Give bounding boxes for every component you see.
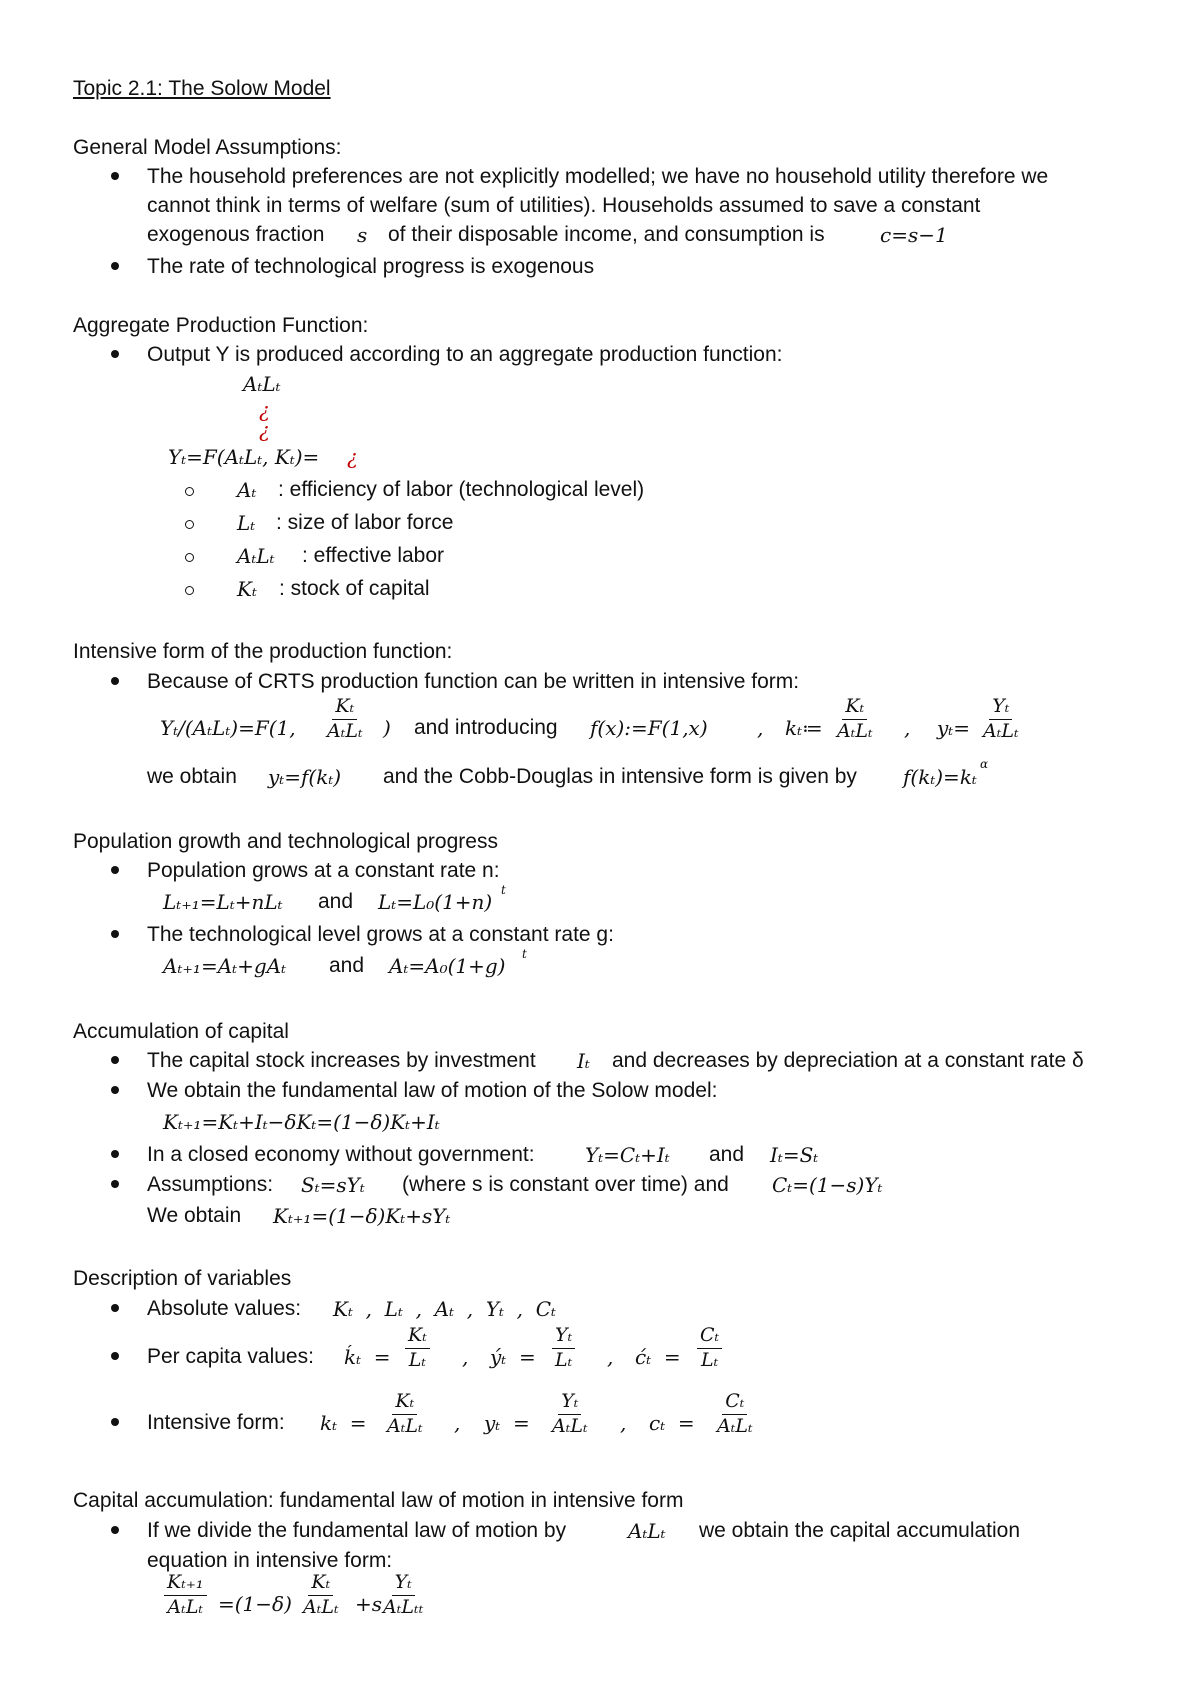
- fraction: [834, 697, 876, 742]
- page-title: Topic 2.1: The Solow Model: [73, 77, 331, 100]
- per-capita-label: Per capita values:: [147, 1345, 314, 1368]
- math-intensive-k: kₜ =: [320, 1411, 367, 1435]
- investment-text: The capital stock increases by investment: [147, 1049, 536, 1072]
- math-tech-level: Aₜ=A₀(1+g): [389, 954, 506, 978]
- math-paren: ): [383, 716, 391, 740]
- bullet: [111, 1352, 119, 1360]
- fraction: [300, 1573, 342, 1618]
- math-law-of-motion: Kₜ₊₁=Kₜ+Iₜ−δKₜ=(1−δ)Kₜ+Iₜ: [163, 1110, 440, 1134]
- fraction-denominator: AₜLₜ: [303, 1595, 339, 1618]
- math-comma: ,: [462, 1345, 469, 1369]
- fraction: [714, 1392, 756, 1437]
- math-per-capita-y: ýₜ =: [490, 1345, 536, 1369]
- and-introducing-text: and introducing: [414, 716, 558, 739]
- bullet: [111, 677, 119, 685]
- sub-bullet: [185, 520, 194, 529]
- math-investment: Iₜ: [577, 1049, 590, 1073]
- fraction-denominator: AₜLₜ: [717, 1414, 753, 1437]
- we-obtain-text: we obtain: [147, 765, 237, 788]
- fraction-denominator: AₜLₜ: [552, 1414, 588, 1437]
- fraction: [549, 1392, 591, 1437]
- bullet: [111, 262, 119, 270]
- bullet: [111, 1526, 119, 1534]
- section-heading-production: Aggregate Production Function:: [73, 314, 369, 337]
- math-placeholder-red: ¿: [259, 398, 270, 422]
- fraction-numerator: Kₜ: [332, 697, 357, 720]
- cobb-douglas-text: and the Cobb-Douglas in intensive form is given by: [383, 765, 857, 788]
- section-heading-intensive: Intensive form of the production function:: [73, 640, 453, 663]
- closed-economy-text: In a closed economy without government:: [147, 1143, 535, 1166]
- math-equation-mid: =(1−δ): [218, 1592, 292, 1616]
- fraction: [380, 1573, 426, 1618]
- math-absolute-values: Kₜ , Lₜ , Aₜ , Yₜ , Cₜ: [333, 1297, 556, 1321]
- math-intensive-y: yₜ =: [484, 1411, 530, 1435]
- bullet: [111, 1086, 119, 1094]
- section-heading-growth: Population growth and technological progress: [73, 830, 498, 853]
- fraction-numerator: Kₜ: [308, 1573, 333, 1596]
- fraction: [405, 1326, 430, 1371]
- math-population-growth: Lₜ₊₁=Lₜ+nLₜ: [163, 890, 283, 914]
- math-intensive-c: cₜ =: [649, 1411, 695, 1435]
- fraction-denominator: AₜLₜ: [327, 719, 363, 742]
- divide-text: If we divide the fundamental law of motion by: [147, 1519, 567, 1542]
- production-text: Output Y is produced according to an aggregate production function:: [147, 343, 783, 366]
- assumptions-label: Assumptions:: [147, 1173, 274, 1196]
- and-text: and: [318, 890, 354, 913]
- math-intensive-left: Yₜ/(AₜLₜ)=F(1,: [160, 716, 296, 740]
- bullet: [111, 1150, 119, 1158]
- and-text: and: [329, 954, 365, 977]
- tech-growth-text: The technological level grows at a constant rate g:: [147, 923, 614, 946]
- fraction: [164, 1573, 207, 1618]
- math-f-def: f(x):=F(1,x): [590, 716, 708, 740]
- assumption-text-tech: The rate of technological progress is exogenous: [147, 255, 595, 278]
- section-heading-assumptions: General Model Assumptions:: [73, 136, 342, 159]
- section-heading-accumulation: Accumulation of capital: [73, 1020, 289, 1043]
- section-heading-variables: Description of variables: [73, 1267, 292, 1290]
- fraction-numerator: Yₜ: [392, 1573, 415, 1596]
- law-of-motion-text: We obtain the fundamental law of motion of the Solow model:: [147, 1079, 718, 1102]
- math-symbol: AₜLₜ: [237, 544, 275, 568]
- fraction: [324, 697, 366, 742]
- fraction-denominator: AₜLₜ: [837, 719, 873, 742]
- math-placeholder-red: ¿: [259, 418, 270, 442]
- bullet: [111, 1180, 119, 1188]
- fraction-numerator: Yₜ: [558, 1392, 581, 1415]
- fraction-numerator: Yₜ: [552, 1326, 575, 1349]
- fraction-numerator: Kₜ: [405, 1326, 430, 1349]
- fraction-numerator: Yₜ: [989, 697, 1012, 720]
- crts-text: Because of CRTS production function can be written in intensive form:: [147, 670, 800, 693]
- definition-text: : size of labor force: [276, 511, 454, 534]
- fraction-denominator: Lₜ: [408, 1348, 427, 1371]
- math-comma: ,: [757, 716, 764, 740]
- fraction-denominator: AₜLₜ: [387, 1414, 423, 1437]
- population-text: Population grows at a constant rate n:: [147, 859, 500, 882]
- math-exponent: t: [522, 947, 527, 961]
- and-text: and: [709, 1143, 745, 1166]
- fraction: [980, 697, 1022, 742]
- assumption-text-line3b: of their disposable income, and consumption is: [388, 223, 825, 246]
- math-law-of-motion-final: Kₜ₊₁=(1−δ)Kₜ+sYₜ: [273, 1204, 451, 1228]
- math-investment-savings: Iₜ=Sₜ: [770, 1143, 819, 1167]
- math-symbol: Lₜ: [237, 511, 256, 535]
- math-comma: ,: [454, 1411, 461, 1435]
- fraction: [552, 1326, 575, 1371]
- divide-text-line2: equation in intensive form:: [147, 1549, 393, 1572]
- math-symbol: Aₜ: [237, 478, 257, 502]
- fraction-denominator: AₜLₜ: [167, 1595, 204, 1618]
- assumption-text-line1: The household preferences are not explicitly modelled; we have no household utility therefore we: [147, 165, 1049, 188]
- section-heading-intensive-law: Capital accumulation: fundamental law of motion in intensive form: [73, 1489, 684, 1512]
- bullet: [111, 172, 119, 180]
- definition-text: : efficiency of labor (technological level): [278, 478, 645, 501]
- math-y-f: yₜ=f(kₜ): [268, 765, 342, 789]
- math-population-level: Lₜ=L₀(1+n): [378, 890, 493, 914]
- math-savings: Sₜ=sYₜ: [301, 1173, 365, 1197]
- math-comma: ,: [607, 1345, 614, 1369]
- fraction-denominator: Lₜ: [555, 1348, 573, 1371]
- math-consumption-eq: Cₜ=(1−s)Yₜ: [772, 1173, 883, 1197]
- fraction-numerator: Cₜ: [697, 1326, 722, 1349]
- math-per-capita-c: ćₜ =: [635, 1345, 681, 1369]
- math-effective-labor: AₜLₜ: [628, 1519, 666, 1543]
- we-obtain-text: We obtain: [147, 1204, 242, 1227]
- fraction: [697, 1326, 722, 1371]
- math-placeholder-red: ¿: [347, 445, 358, 469]
- math-y-def: yₜ=: [937, 716, 970, 740]
- math-per-capita-k: ḱₜ =: [344, 1345, 391, 1369]
- math-effective-labor: AₜLₜ: [243, 372, 281, 396]
- bullet: [111, 350, 119, 358]
- fraction-denominator: AₜLₜ: [983, 719, 1019, 742]
- math-consumption: c=s−1: [880, 223, 948, 247]
- math-s: s: [357, 223, 368, 247]
- definition-text: : stock of capital: [279, 577, 430, 600]
- math-plus-s: +s: [355, 1592, 383, 1616]
- sub-bullet: [185, 586, 194, 595]
- math-symbol: Kₜ: [237, 577, 257, 601]
- math-comma: ,: [904, 716, 911, 740]
- bullet: [111, 1304, 119, 1312]
- math-comma: ,: [620, 1411, 627, 1435]
- fraction-denominator: Lₜ: [700, 1348, 719, 1371]
- assumptions-text: (where s is constant over time) and: [402, 1173, 729, 1196]
- bullet: [111, 1056, 119, 1064]
- divide-text-cont: we obtain the capital accumulation: [699, 1519, 1021, 1542]
- fraction-denominator: AₜLₜₜ: [383, 1595, 424, 1618]
- math-exponent: t: [501, 883, 506, 897]
- fraction: [384, 1392, 426, 1437]
- fraction-numerator: Cₜ: [722, 1392, 747, 1415]
- intensive-form-label: Intensive form:: [147, 1411, 285, 1434]
- assumption-text-line3: exogenous fraction: [147, 223, 325, 246]
- fraction-numerator: Kₜ: [842, 697, 867, 720]
- math-closed-economy: Yₜ=Cₜ+Iₜ: [585, 1143, 670, 1167]
- math-k-def: kₜ≔: [785, 716, 823, 740]
- sub-bullet: [185, 487, 194, 496]
- math-exponent: α: [980, 757, 989, 771]
- depreciation-text: and decreases by depreciation at a constant rate δ: [612, 1049, 1084, 1072]
- definition-text: : effective labor: [302, 544, 445, 567]
- math-cobb-douglas: f(kₜ)=kₜ: [903, 765, 977, 789]
- fraction-numerator: Kₜ: [392, 1392, 417, 1415]
- assumption-text-line2: cannot think in terms of welfare (sum of utilities). Households assumed to save a constant: [147, 194, 981, 217]
- bullet: [111, 1418, 119, 1426]
- math-production-function: Yₜ=F(AₜLₜ, Kₜ)=: [168, 445, 320, 469]
- sub-bullet: [185, 553, 194, 562]
- math-tech-growth: Aₜ₊₁=Aₜ+gAₜ: [163, 954, 287, 978]
- fraction-numerator: Kₜ₊₁: [164, 1573, 207, 1596]
- bullet: [111, 866, 119, 874]
- bullet: [111, 930, 119, 938]
- absolute-values-label: Absolute values:: [147, 1297, 302, 1320]
